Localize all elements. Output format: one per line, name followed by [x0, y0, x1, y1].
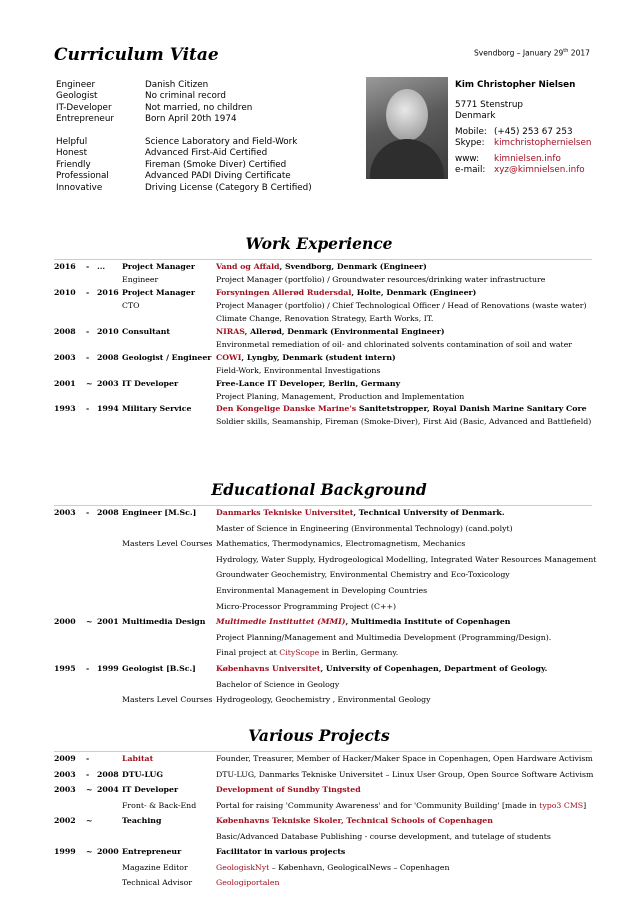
year-separator: - [86, 664, 90, 673]
work-row [54, 404, 604, 417]
year-separator: - [86, 352, 90, 362]
year-separator: - [86, 262, 90, 271]
role-label: Magazine Editor [122, 862, 188, 872]
work-row [54, 340, 604, 353]
section-heading-education: Educational Background [211, 480, 427, 499]
projects-row [54, 878, 604, 891]
description-text: – København, GeologicalNews – Copenhagen [269, 862, 450, 872]
trait-item: Geologist [56, 91, 98, 102]
education-row [54, 570, 604, 583]
entry-description [216, 832, 551, 841]
description-text: Free-Lance IT Developer, Berlin, Germany [216, 378, 401, 388]
entry-description [216, 863, 449, 872]
role-label: Consultant [122, 326, 171, 336]
entry-description [216, 586, 427, 595]
fact-item: Not married, no children [145, 102, 253, 113]
entry-description [216, 340, 572, 349]
page-title: Curriculum Vitae [54, 45, 219, 65]
entry-description [216, 664, 547, 673]
role-label: IT Developer [122, 378, 179, 388]
section-heading-projects: Various Projects [248, 726, 390, 745]
description-text: Environmetal remediation of oil- and chlorinated solvents contamination of soil and water [216, 339, 573, 349]
education-row [54, 586, 604, 599]
description-text: Field-Work, Environmental Investigations [216, 365, 381, 375]
skype-link[interactable]: kimchristophernielsen [494, 138, 592, 148]
description-text: Groundwater Geochemistry, Environmental Chemistry and Eco-Toxicology [216, 570, 510, 580]
role-label: Entrepreneur [122, 847, 182, 857]
role-label[interactable]: Labitat [122, 754, 154, 763]
organization-link[interactable]: GeologiskNyt [216, 862, 270, 872]
trait-item: Engineer [56, 80, 96, 90]
date-line [474, 48, 590, 58]
end-year: 1994 [97, 404, 119, 414]
entry-description [216, 847, 345, 856]
organization-link[interactable]: Københavns Tekniske Skoler, Technical Schools of Copenhagen [216, 816, 493, 826]
end-year: 2008 [97, 769, 119, 779]
facts-list [145, 80, 312, 194]
role-label: IT Developer [122, 785, 179, 795]
description-text: Project Planning/Management and Multimedia Development (Programming/Design). [216, 632, 552, 642]
work-row [54, 379, 604, 392]
entry-description [216, 878, 280, 887]
role-label: DTU-LUG [122, 769, 163, 779]
role-label: Engineer [122, 274, 159, 284]
organization-link[interactable]: Development of Sundby Tingsted [216, 785, 361, 795]
year-separator: - [86, 508, 90, 517]
fact-item: Advanced PADI Diving Certificate [145, 171, 291, 182]
trait-item: Friendly [56, 159, 91, 170]
date-text: Svendborg – January 29 [474, 48, 564, 58]
date-year: 2017 [568, 48, 590, 58]
entry-description [216, 262, 427, 271]
www-label: www: [455, 154, 480, 164]
end-year: 2001 [97, 617, 119, 627]
fact-item [145, 126, 312, 137]
role-label: CTO [122, 300, 140, 310]
description-text: Hydrogeology, Geochemistry , Environmental Geology [216, 695, 431, 705]
entry-description [216, 602, 396, 611]
education-row [54, 648, 604, 661]
description-text: Founder, Treasurer, Member of Hacker/Maker Space in Copenhagen, Open Hardware Activism [216, 754, 593, 763]
description-text: in Berlin, Germany. [319, 648, 399, 658]
year-separator: - [86, 404, 90, 414]
work-row [54, 327, 604, 340]
fact-item: Danish Citizen [145, 80, 209, 90]
end-year: 1999 [97, 664, 119, 673]
education-row [54, 508, 604, 521]
fact-item: Fireman (Smoke Diver) Certified [145, 159, 287, 170]
description-text: Facilitator in various projects [216, 847, 346, 857]
work-row [54, 301, 604, 314]
description-text: Mathematics, Thermodynamics, Electromagnetism, Mechanics [216, 539, 466, 549]
divider [54, 505, 592, 506]
trait-item: Helpful [56, 137, 88, 148]
projects-row [54, 770, 604, 783]
description-text: Bachelor of Science in Geology [216, 679, 340, 689]
start-year: 2003 [54, 785, 76, 795]
education-row [54, 602, 604, 615]
description-text: , Technical University of Denmark. [353, 508, 505, 517]
entry-description [216, 770, 593, 779]
start-year: 2003 [54, 352, 76, 362]
entry-description [216, 288, 476, 297]
entry-description [216, 539, 465, 548]
description-text: DTU-LUG, Danmarks Tekniske Universitet – Linux User Group, Open Source Software Activism [216, 769, 594, 779]
role-label: Engineer [M.Sc.] [122, 508, 197, 517]
description-text: , University of Copenhagen, Department of Geology. [320, 664, 548, 673]
contact-country: Denmark [455, 111, 496, 121]
email-label: e-mail: [455, 165, 486, 175]
divider [54, 259, 592, 260]
work-row [54, 275, 604, 288]
organization-link[interactable]: Vand og Affald [216, 262, 280, 271]
projects-row [54, 785, 604, 798]
fact-item: No criminal record [145, 91, 226, 102]
trait-item: Innovative [56, 182, 103, 193]
entry-description [216, 633, 551, 642]
entry-description [216, 404, 587, 413]
organization-link[interactable]: NIRAS [216, 326, 245, 336]
projects-row [54, 863, 604, 876]
description-text: Master of Science in Engineering (Environmental Technology) (cand.polyt) [216, 523, 513, 533]
entry-description [216, 648, 398, 657]
description-text: ] [583, 800, 587, 810]
description-text: Portal for raising 'Community Awareness' and for 'Community Building' [made in [216, 800, 540, 810]
entry-description [216, 801, 586, 810]
description-text: Climate Change, Renovation Strategy, Earth Works, IT. [216, 313, 434, 323]
role-label: Technical Advisor [122, 878, 193, 888]
projects-row [54, 832, 604, 845]
work-row [54, 262, 604, 275]
trait-item: IT-Developer [56, 102, 112, 113]
end-year: 2003 [97, 378, 119, 388]
organization-link[interactable]: COWI [216, 352, 242, 362]
year-separator: ~ [86, 378, 93, 388]
description-text: , Allerød, Denmark (Environmental Engineer) [244, 326, 445, 336]
fact-item: Advanced First-Aid Certified [145, 148, 268, 159]
trait-item: Professional [56, 171, 109, 182]
description-text: , Svendborg, Denmark (Engineer) [279, 262, 427, 271]
entry-description [216, 555, 596, 564]
role-label: Military Service [122, 404, 192, 414]
entry-description [216, 392, 464, 401]
organization-link[interactable]: Den Kongelige Danske Marine's [216, 404, 357, 414]
end-year: ... [97, 262, 106, 271]
entry-description [216, 508, 505, 517]
role-label: Teaching [122, 816, 162, 826]
mobile-number: (+45) 253 67 253 [494, 127, 573, 137]
projects-row [54, 754, 604, 767]
description-text: , Holte, Denmark (Engineer) [351, 287, 477, 297]
contact-name: Kim Christopher Nielsen [455, 80, 576, 90]
year-separator: - [86, 754, 90, 763]
projects-row [54, 847, 604, 860]
description-text: Basic/Advanced Database Publishing - course development, and tutelage of students [216, 831, 551, 841]
skype-label: Skype: [455, 138, 485, 148]
start-year: 2010 [54, 287, 76, 297]
projects-row [54, 801, 604, 814]
section-heading-work: Work Experience [245, 234, 393, 253]
education-row [54, 524, 604, 537]
role-label: Geologist [B.Sc.] [122, 664, 196, 673]
role-label: Masters Level Courses [122, 539, 213, 549]
organization-link[interactable]: Multimedie Instituttet (MMI) [216, 617, 346, 627]
description-text: Project Manager (portfolio) / Groundwater resources/drinking water infrastructure [216, 274, 546, 284]
education-row [54, 680, 604, 693]
education-row [54, 695, 604, 708]
start-year: 2002 [54, 816, 76, 826]
end-year: 2008 [97, 508, 119, 517]
entry-description [216, 816, 493, 825]
role-label: Multimedia Design [122, 617, 206, 627]
organization-link[interactable]: Geologiportalen [216, 878, 280, 888]
description-text: , Lyngby, Denmark (student intern) [241, 352, 396, 362]
year-separator: ~ [86, 785, 93, 795]
start-year: 1999 [54, 847, 76, 857]
role-label: Masters Level Courses [122, 695, 213, 705]
inline-link[interactable]: CityScope [279, 648, 320, 658]
work-row [54, 366, 604, 379]
end-year: 2004 [97, 785, 119, 795]
role-label: Project Manager [122, 287, 195, 297]
description-text: Hydrology, Water Supply, Hydrogeological Modelling, Integrated Water Resources Management [216, 554, 597, 564]
contact-street: 5771 Stenstrup [455, 100, 524, 110]
work-row [54, 417, 604, 430]
work-row [54, 353, 604, 366]
start-year: 1993 [54, 404, 76, 414]
entry-description [216, 353, 396, 362]
start-year: 2003 [54, 508, 76, 517]
entry-description [216, 695, 431, 704]
mobile-label: Mobile: [455, 127, 487, 137]
website-link[interactable]: kimnielsen.info [494, 154, 561, 164]
role-label: Geologist / Engineer [122, 352, 212, 362]
education-row [54, 664, 604, 677]
entry-description [216, 301, 587, 310]
entry-description [216, 524, 513, 533]
year-separator: - [86, 769, 90, 779]
start-year: 2008 [54, 326, 76, 336]
start-year: 1995 [54, 664, 76, 673]
projects-row [54, 816, 604, 829]
end-year: 2010 [97, 326, 119, 336]
trait-item: Entrepreneur [56, 114, 115, 125]
end-year: 2000 [97, 847, 119, 857]
description-text: Sanitetstropper, Royal Danish Marine Sanitary Core [356, 404, 587, 414]
education-row [54, 555, 604, 568]
divider [54, 751, 592, 752]
education-row [54, 633, 604, 646]
education-row [54, 539, 604, 552]
role-label: Project Manager [122, 262, 195, 271]
description-text: Project Manager (portfolio) / Chief Technological Officer / Head of Renovations (waste water) [216, 300, 587, 310]
role-label: Front- & Back-End [122, 800, 197, 810]
start-year: 2001 [54, 378, 76, 388]
description-text: Project Planing, Management, Production and Implementation [216, 391, 465, 401]
entry-description [216, 617, 510, 626]
entry-description [216, 785, 361, 794]
organization-link[interactable]: Danmarks Tekniske Universitet [216, 508, 354, 517]
entry-description [216, 570, 510, 579]
entry-description [216, 680, 339, 689]
year-separator: ~ [86, 617, 93, 627]
year-separator: - [86, 326, 90, 336]
entry-description [216, 366, 380, 375]
fact-item: Science Laboratory and Field-Work [145, 137, 298, 148]
start-year: 2009 [54, 754, 76, 763]
description-text: Micro-Processor Programming Project (C++) [216, 601, 397, 611]
work-row [54, 314, 604, 327]
education-row [54, 617, 604, 630]
fact-item: Born April 20th 1974 [145, 114, 237, 125]
entry-description [216, 275, 545, 284]
description-text: Soldier skills, Seamanship, Fireman (Smoke-Diver), First Aid (Basic, Advanced and Battlefield) [216, 417, 592, 427]
end-year: 2008 [97, 352, 119, 362]
work-row [54, 288, 604, 301]
date-suffix: th [563, 48, 569, 54]
start-year: 2016 [54, 262, 76, 271]
inline-link[interactable]: typo3 CMS [539, 800, 584, 810]
profile-photo [366, 77, 448, 179]
entry-description [216, 754, 593, 763]
organization-link[interactable]: Forsyningen Allerød Rudersdal [216, 287, 352, 297]
fact-item: Driving License (Category B Certified) [145, 182, 312, 193]
year-separator: ~ [86, 816, 93, 826]
entry-description [216, 327, 445, 336]
work-row [54, 392, 604, 405]
trait-item [56, 126, 114, 137]
year-separator: - [86, 287, 90, 297]
entry-description [216, 314, 433, 323]
description-text: , Multimedia Institute of Copenhagen [345, 617, 511, 627]
description-text: Environmental Management in Developing Countries [216, 586, 428, 595]
email-link[interactable]: xyz@kimnielsen.info [494, 165, 585, 175]
entry-description [216, 417, 591, 426]
end-year: 2016 [97, 287, 119, 297]
year-separator: ~ [86, 847, 93, 857]
organization-link[interactable]: Københavns Universitet [216, 664, 321, 673]
start-year: 2003 [54, 769, 76, 779]
start-year: 2000 [54, 617, 76, 627]
description-text: Final project at [216, 648, 280, 658]
traits-list [56, 80, 114, 194]
trait-item: Honest [56, 148, 88, 159]
entry-description [216, 379, 400, 388]
